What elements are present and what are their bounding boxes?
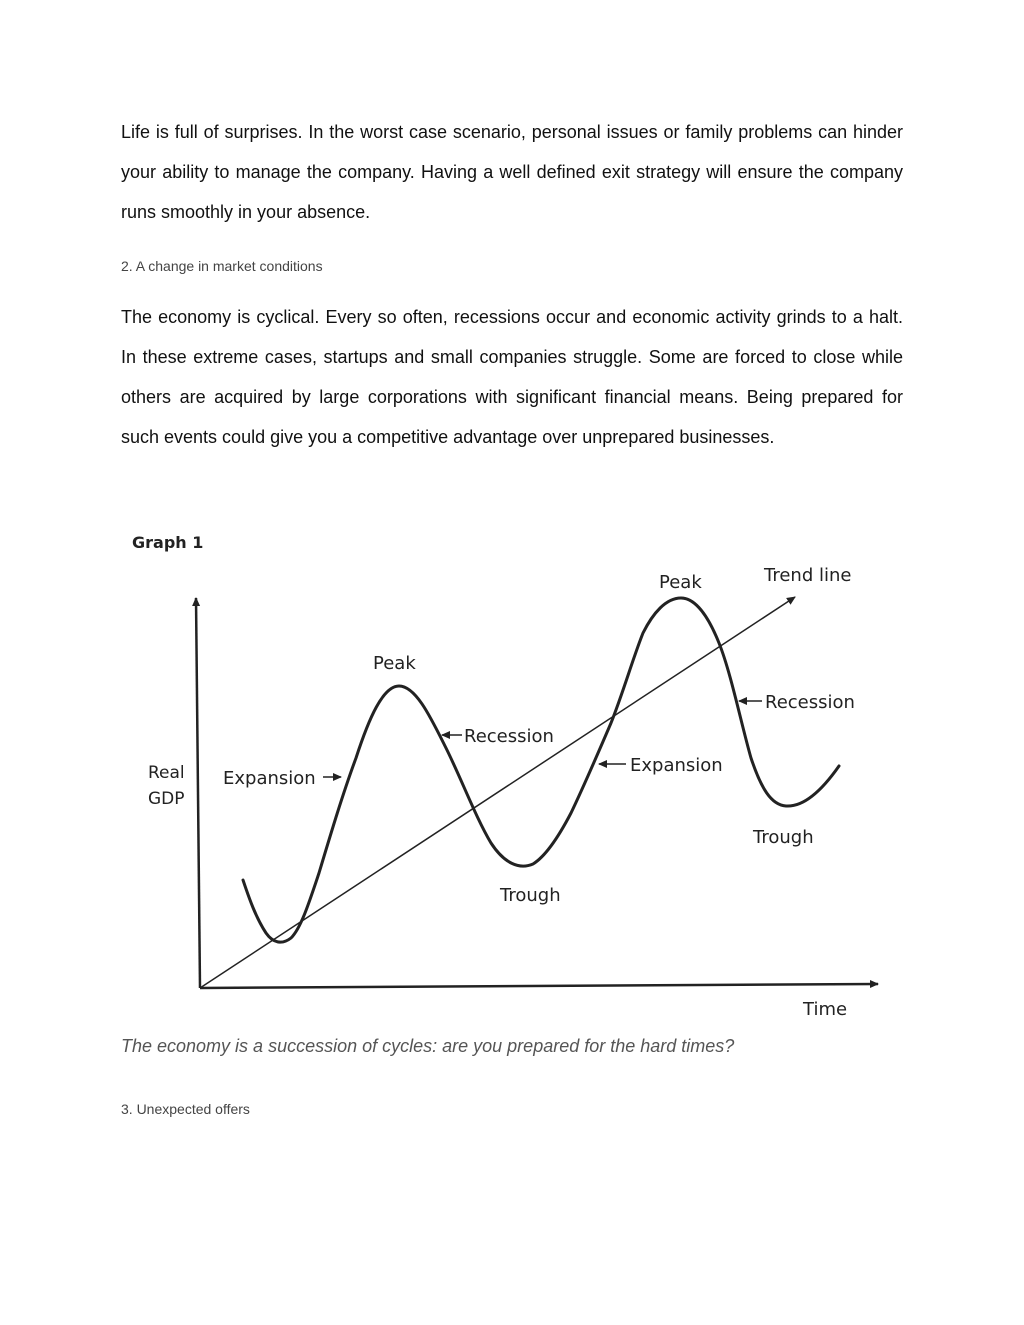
label-trend-line: Trend line bbox=[764, 565, 852, 586]
paragraph-economy-cyclical: The economy is cyclical. Every so often, recessions occur and economic activity grinds to a halt. In these extreme cases, startups and small companies struggle. Some are forced to close while others are acquired by large corporations with significant financial means. Being prepared for such events could give you a competitive advantage over unprepared businesses. bbox=[121, 307, 903, 447]
paragraph-personal-issues: Life is full of surprises. In the worst case scenario, personal issues or family problems can hinder your ability to manage the company. Having a well defined exit strategy will ensure the company runs smoothly in your absence. bbox=[121, 122, 903, 222]
graph-caption: The economy is a succession of cycles: are you prepared for the hard times? bbox=[121, 1036, 735, 1056]
label-peak-1: Peak bbox=[373, 653, 416, 674]
y-axis-label-line1: Real bbox=[148, 763, 185, 783]
label-recession-1: Recession bbox=[464, 726, 554, 747]
trend-line bbox=[200, 597, 795, 988]
x-axis bbox=[200, 984, 878, 988]
business-cycle-graph bbox=[121, 528, 903, 1030]
section-heading-market-conditions: 2. A change in market conditions bbox=[121, 258, 323, 274]
graph-title: Graph 1 bbox=[132, 533, 204, 552]
label-peak-2: Peak bbox=[659, 572, 702, 593]
x-axis-label: Time bbox=[803, 999, 848, 1020]
label-expansion-2: Expansion bbox=[630, 755, 723, 776]
label-expansion-1: Expansion bbox=[223, 768, 316, 789]
label-trough-1: Trough bbox=[500, 885, 561, 906]
label-trough-2: Trough bbox=[753, 827, 814, 848]
y-axis bbox=[196, 598, 200, 988]
label-recession-2: Recession bbox=[765, 692, 855, 713]
y-axis-label-line2: GDP bbox=[148, 789, 185, 809]
section-heading-unexpected-offers: 3. Unexpected offers bbox=[121, 1101, 250, 1117]
